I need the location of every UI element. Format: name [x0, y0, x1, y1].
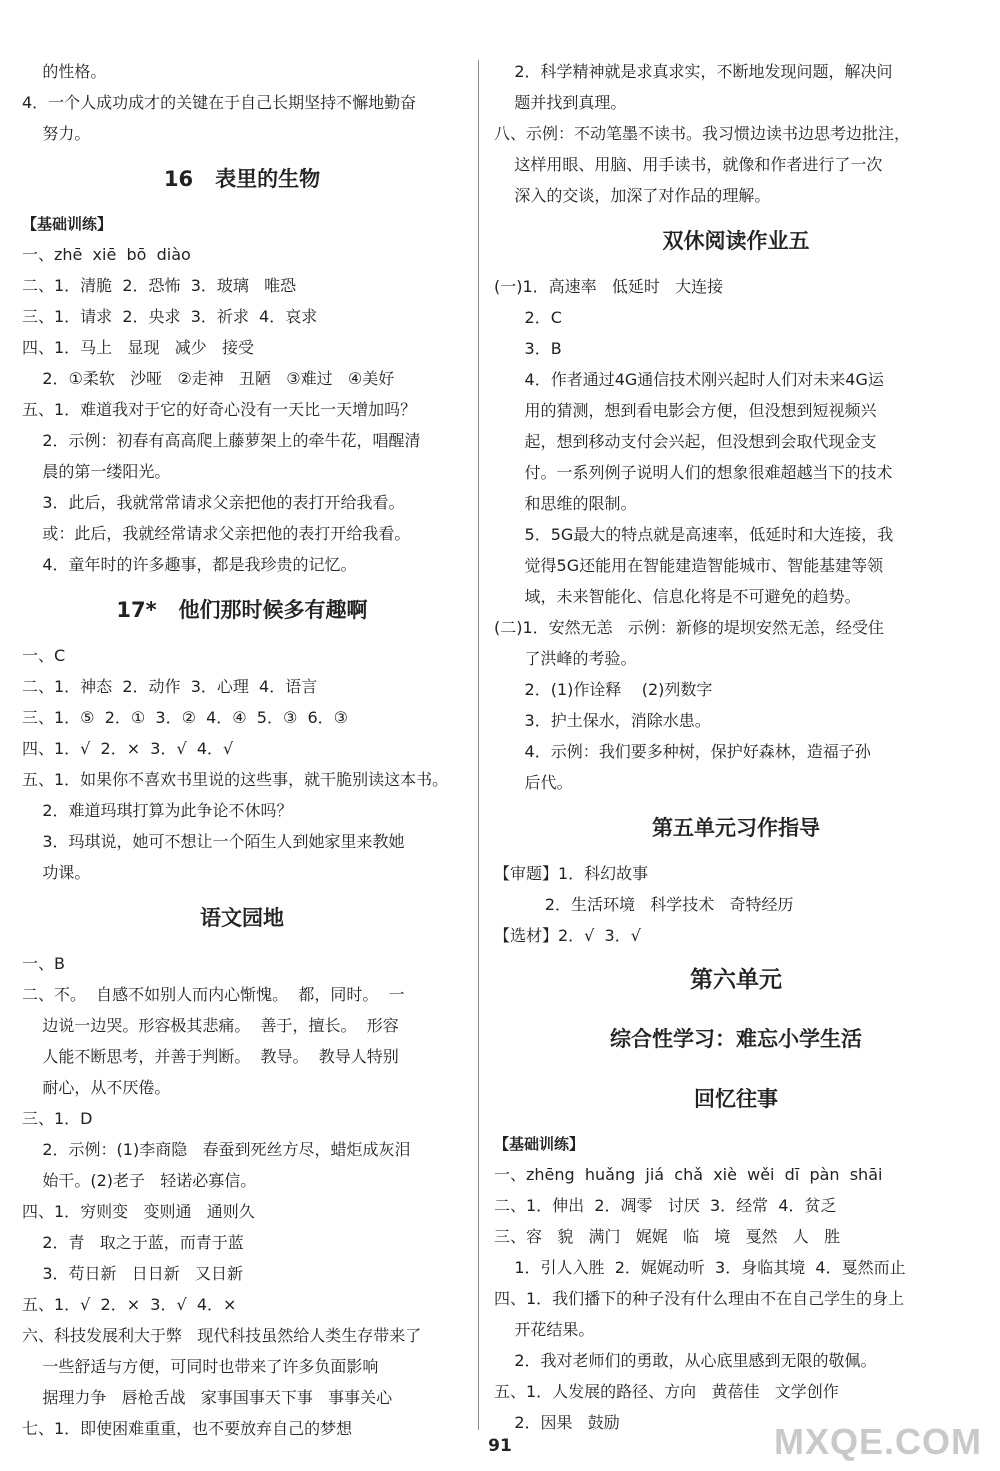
- right-answer-line: 这样用眼、用脑、用手读书，就像和作者进行了一次: [494, 155, 883, 174]
- left-answer-line: 二、不。 自感不如别人而内心惭愧。 都，同时。 一: [22, 985, 405, 1004]
- left-answer-line: 四、1．穷则变 变则通 通则久: [22, 1202, 255, 1221]
- left-answer-line: 或：此后，我就经常请求父亲把他的表打开给我看。: [22, 524, 411, 543]
- left-answer-line: 始干。(2)老子 轻诺必寡信。: [22, 1171, 257, 1190]
- right-column: [494, 56, 978, 1438]
- right-answer-line: 2．因果 鼓励: [494, 1413, 620, 1432]
- right-answer-line: 五、1．人发展的路径、方向 黄蓓佳 文学创作: [494, 1382, 839, 1401]
- right-answer-line: 【选材】2．√ 3．√: [494, 926, 641, 945]
- left-answer-line: 的性格。: [22, 62, 107, 81]
- left-answer-line: 2．示例：(1)李商隐 春蚕到死丝方尽，蜡炬成灰泪: [22, 1140, 411, 1159]
- left-answer-line: 一些舒适与方便，可同时也带来了许多负面影响: [22, 1357, 379, 1376]
- right-answer-line: 2．科学精神就是求真求实，不断地发现问题，解决问: [494, 62, 893, 81]
- left-answer-line: 五、1．√ 2．× 3．√ 4．×: [22, 1295, 237, 1314]
- left-section-heading: 17* 他们那时候多有趣啊: [116, 598, 368, 622]
- left-answer-line: 据理力争 唇枪舌战 家事国事天下事 事事关心: [22, 1388, 393, 1407]
- left-answer-line: 功课。: [22, 863, 91, 882]
- left-answer-line: 三、1．D: [22, 1109, 93, 1128]
- right-answer-line: 2．生活环境 科学技术 奇特经历: [494, 895, 794, 914]
- left-answer-line: 一、zhē xiē bō diào: [22, 245, 191, 264]
- column-divider: [478, 60, 479, 1430]
- right-answer-line: 深入的交谈，加深了对作品的理解。: [494, 186, 771, 205]
- right-answer-line: 二、1．伸出 2．凋零 讨厌 3．经常 4．贫乏: [494, 1196, 837, 1215]
- left-answer-line: 二、1．清脆 2．恐怖 3．玻璃 唯恐: [22, 276, 297, 295]
- left-answer-line: 2．①柔软 沙哑 ②走神 丑陋 ③难过 ④美好: [22, 369, 395, 388]
- left-answer-line: 3．苟日新 日日新 又日新: [22, 1264, 244, 1283]
- left-column: [22, 56, 462, 1444]
- right-answer-line: 觉得5G还能用在智能建造智能城市、智能基建等领: [494, 556, 884, 575]
- right-answer-line: 【审题】1．科幻故事: [494, 864, 649, 883]
- right-answer-line: 2．C: [494, 308, 562, 327]
- right-unit-heading: 第六单元: [690, 967, 782, 993]
- left-answer-line: 四、1．马上 显现 减少 接受: [22, 338, 254, 357]
- right-answer-line: 后代。: [494, 773, 573, 792]
- right-section-heading: 第五单元习作指导: [652, 816, 820, 840]
- right-answer-line: 2．我对老师们的勇敢，从心底里感到无限的敬佩。: [494, 1351, 877, 1370]
- left-answer-line: 2．青 取之于蓝，而青于蓝: [22, 1233, 244, 1252]
- left-answer-line: 耐心，从不厌倦。: [22, 1078, 171, 1097]
- left-answer-line: 2．示例：初春有高高爬上藤萝架上的牵牛花，唱醒清: [22, 431, 421, 450]
- left-answer-line: 五、1．如果你不喜欢书里说的这些事，就干脆别读这本书。: [22, 770, 449, 789]
- right-answer-line: 和思维的限制。: [494, 494, 637, 513]
- right-answer-line: 一、zhēng huǎng jiá chǎ xiè wěi dī pàn shāi: [494, 1165, 883, 1184]
- right-answer-line: 四、1．我们播下的种子没有什么理由不在自己学生的身上: [494, 1289, 905, 1308]
- left-answer-line: 三、1．⑤ 2．① 3．② 4．④ 5．③ 6．③: [22, 708, 349, 727]
- left-answer-line: 七、1．即使困难重重，也不要放弃自己的梦想: [22, 1419, 353, 1438]
- left-subheading: 【基础训练】: [22, 215, 113, 233]
- right-subheading: 【基础训练】: [494, 1135, 585, 1153]
- right-section-heading: 回忆往事: [694, 1087, 778, 1111]
- left-answer-line: 二、1．神态 2．动作 3．心理 4．语言: [22, 677, 318, 696]
- right-answer-line: 三、容 貌 满门 娓娓 临 境 戛然 人 胜: [494, 1227, 841, 1246]
- right-answer-line: 域，未来智能化、信息化将是不可避免的趋势。: [494, 587, 861, 606]
- right-answer-line: (一)1．高速率 低延时 大连接: [494, 277, 724, 296]
- left-answer-line: 一、B: [22, 954, 65, 973]
- left-section-heading: 语文园地: [200, 906, 284, 930]
- right-answer-line: 4．示例：我们要多种树，保护好森林，造福子孙: [494, 742, 871, 761]
- right-answer-line: 3．护土保水，消除水患。: [494, 711, 711, 730]
- left-answer-line: 3．玛琪说，她可不想让一个陌生人到她家里来教她: [22, 832, 405, 851]
- left-answer-line: 五、1．难道我对于它的好奇心没有一天比一天增加吗？: [22, 400, 417, 419]
- left-answer-line: 4．童年时的许多趣事，都是我珍贵的记忆。: [22, 555, 357, 574]
- right-answer-line: 3．B: [494, 339, 562, 358]
- right-section-heading: 综合性学习：难忘小学生活: [610, 1027, 862, 1051]
- right-answer-line: 题并找到真理。: [494, 93, 627, 112]
- left-answer-line: 3．此后，我就常常请求父亲把他的表打开给我看。: [22, 493, 405, 512]
- right-answer-line: (二)1．安然无恙 示例：新修的堤坝安然无恙，经受住: [494, 618, 884, 637]
- right-answer-line: 付。一系列例子说明人们的想象很难超越当下的技术: [494, 463, 893, 482]
- watermark: MXQE.COM: [773, 1421, 982, 1462]
- left-answer-line: 一、C: [22, 646, 66, 665]
- left-answer-line: 努力。: [22, 124, 91, 143]
- left-answer-line: 四、1．√ 2．× 3．√ 4．√: [22, 739, 234, 758]
- right-answer-line: 2．(1)作诠释 (2)列数字: [494, 680, 713, 699]
- right-answer-line: 1．引人入胜 2．娓娓动听 3．身临其境 4．戛然而止: [494, 1258, 906, 1277]
- left-answer-line: 六、科技发展利大于弊 现代科技虽然给人类生存带来了: [22, 1326, 422, 1345]
- right-answer-line: 用的猜测，想到看电影会方便，但没想到短视频兴: [494, 401, 877, 420]
- left-answer-line: 4．一个人成功成才的关键在于自己长期坚持不懈地勤奋: [22, 93, 417, 112]
- left-section-heading: 16 表里的生物: [163, 167, 321, 191]
- left-answer-line: 边说一边哭。形容极其悲痛。 善于，擅长。 形容: [22, 1016, 399, 1035]
- right-answer-line: 5．5G最大的特点就是高速率，低延时和大连接，我: [494, 525, 894, 544]
- page-number: 91: [488, 1436, 512, 1456]
- left-answer-line: 三、1．请求 2．央求 3．祈求 4．哀求: [22, 307, 318, 326]
- right-answer-line: 起，想到移动支付会兴起，但没想到会取代现金支: [494, 432, 877, 451]
- left-answer-line: 人能不断思考，并善于判断。 教导。 教导人特别: [22, 1047, 399, 1066]
- right-answer-line: 了洪峰的考验。: [494, 649, 637, 668]
- left-answer-line: 2．难道玛琪打算为此争论不休吗？: [22, 801, 293, 820]
- right-answer-line: 开花结果。: [494, 1320, 595, 1339]
- right-section-heading: 双休阅读作业五: [662, 229, 810, 253]
- right-answer-line: 4．作者通过4G通信技术刚兴起时人们对未来4G运: [494, 370, 884, 389]
- right-answer-line: 八、示例：不动笔墨不读书。我习惯边读书边思考边批注，: [494, 124, 911, 143]
- left-answer-line: 晨的第一缕阳光。: [22, 462, 171, 481]
